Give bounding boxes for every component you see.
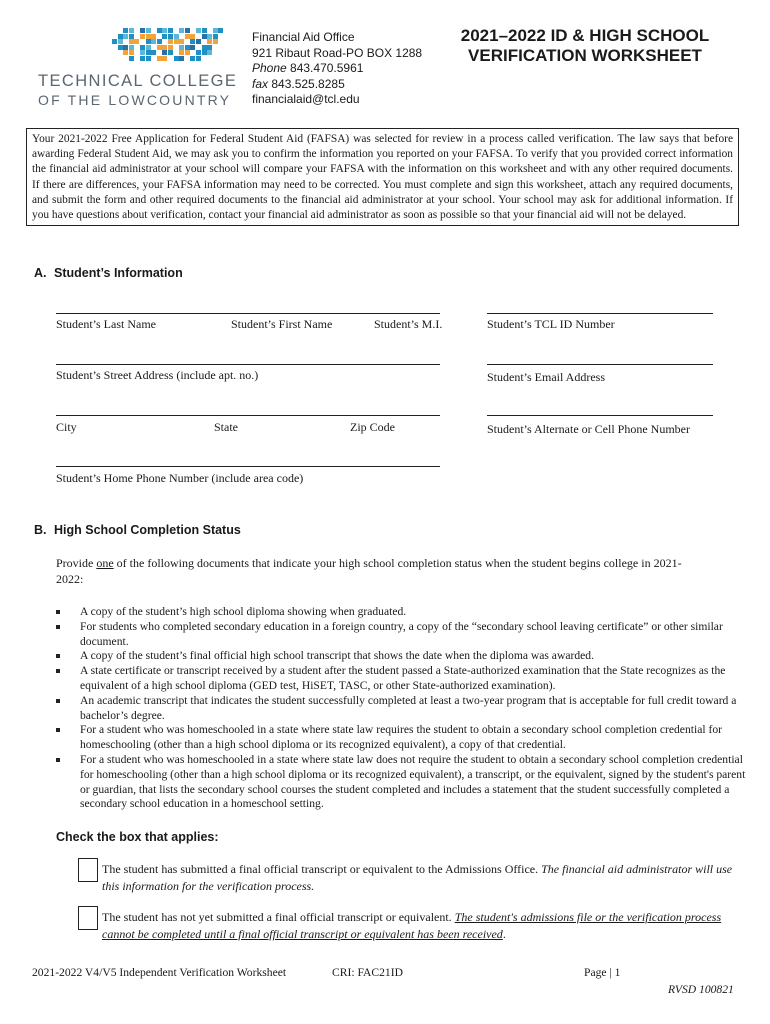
logo-mosaic-square [207,45,212,50]
logo-mosaic-square [190,34,195,39]
submitted-transcript-checkbox[interactable] [78,858,98,882]
office-address: 921 Ribaut Road-PO BOX 1288 [252,45,423,60]
logo-mosaic-square [185,28,190,33]
street-address-label: Student’s Street Address (include apt. no.) [56,368,259,382]
logo-mosaic-square [207,34,212,39]
last-name-label: Student’s Last Name [56,317,156,331]
logo-mosaic-square [123,34,128,39]
list-item-text: A copy of the student’s final official high school transcript that shows the date when the diploma was awarded. [80,649,594,663]
list-item-text: An academic transcript that indicates the student successfully completed at least a two-year program that is acceptable for full credit toward a bachelor’s degree. [80,693,737,722]
section-b-intro [56,555,706,587]
logo-mosaic-square [151,39,156,44]
list-item [56,694,746,724]
intro-post: of the following documents that indicate your high school completion status when the student begins college in 2021-2022: [56,556,682,586]
section-b-heading [34,523,241,537]
logo-mosaic-square [190,45,195,50]
logo-mosaic-square [185,50,190,55]
mi-label: Student’s M.I. [374,317,443,331]
city-label: City [56,420,77,434]
logo-mosaic-square [123,45,128,50]
footer-page-number: Page | 1 [584,966,621,979]
logo-mosaic-square [185,45,190,50]
logo-mosaic-square [134,39,139,44]
logo-mosaic-square [207,39,212,44]
not-submitted-transcript-text [102,909,742,943]
list-item [56,664,746,694]
logo-mosaic-square [174,39,179,44]
not-submitted-transcript-checkbox[interactable] [78,906,98,930]
logo-name-line2: OF THE LOWCOUNTRY [38,92,232,108]
logo-mosaic-square [129,39,134,44]
logo-mosaic-square [123,50,128,55]
name-field-line[interactable] [56,313,440,314]
logo-mosaic-square [213,34,218,39]
office-email: financialaid@tcl.edu [252,92,360,106]
section-a-heading [34,266,183,280]
logo-mosaic-square [162,45,167,50]
footer-cri: CRI: FAC21ID [332,966,403,979]
logo-mosaic-square [157,28,162,33]
logo-mosaic-square [196,28,201,33]
office-phone [252,61,422,77]
title-line2: VERIFICATION WORKSHEET [468,46,702,65]
phone-number: 843.470.5961 [286,61,364,75]
logo-mosaic-square [146,39,151,44]
logo-mosaic-square [129,45,134,50]
document-options-list [56,605,746,812]
home-phone-label: Student’s Home Phone Number (include area code) [56,471,304,485]
logo-mosaic-square [151,34,156,39]
fax-number: 843.525.8285 [268,76,345,91]
logo-mosaic-square [146,34,151,39]
state-label: State [214,420,238,434]
intro-pre: Provide [56,556,97,570]
logo-mosaic-square [179,39,184,44]
logo-mosaic-square [202,34,207,39]
logo-mosaic-square [129,56,134,61]
college-logo [38,24,238,114]
zip-label: Zip Code [350,420,395,434]
list-item-text: A state certificate or transcript received by a student after the student passed a State-authorized examination that the State recognizes as the equivalent of a high school diploma (GED test, HiSET, TASC, or other State-authorized examination). [80,664,726,692]
bullet-icon [56,669,60,673]
section-a-title: Student’s Information [54,266,183,280]
logo-mosaic-square [146,56,151,61]
list-item-text: A copy of the student’s high school diploma showing when graduated. [80,605,407,618]
intro-box: Your 2021-2022 Free Application for Federal Student Aid (FAFSA) was selected for review in a process called verification. The law says that before awarding Federal Student Aid, we may ask you to confirm the information you reported on your FAFSA. To verify that you provided correct information the financial aid administrator at your school will compare your FAFSA with the information on this worksheet and with any other required documents. If there are differences, your FAFSA information may need to be corrected. You must complete and sign this worksheet, attach any required documents, and submit the form and other required documents to the financial aid administrator at your school. Your school may ask for additional information. If you have questions about verification, contact your financial aid administrator as soon as possible so that your financial aid will not be delayed. [26,128,739,226]
logo-mosaic-square [207,50,212,55]
alt-phone-label: Student’s Alternate or Cell Phone Number [487,422,690,436]
logo-mosaic-square [168,50,173,55]
logo-mosaic-square [202,50,207,55]
submitted-transcript-text [102,861,742,895]
logo-mosaic-square [174,56,179,61]
footer-form-name: 2021-2022 V4/V5 Independent Verification Worksheet [32,966,287,979]
logo-mosaic-square [112,39,117,44]
logo-mosaic-square [140,56,145,61]
office-name: Financial Aid Office [252,30,355,44]
logo-mosaic-square [151,50,156,55]
logo-mosaic-square [162,28,167,33]
logo-mosaic-square [146,28,151,33]
logo-mosaic-square [185,34,190,39]
logo-mosaic-square [168,45,173,50]
logo-mosaic-square [179,45,184,50]
logo-mosaic-square [118,45,123,50]
tcl-id-field-line[interactable] [487,313,713,314]
home-phone-field-line[interactable] [56,466,440,467]
intro-underlined-one: one [96,556,114,570]
logo-mosaic-square [196,56,201,61]
city-state-zip-field-line[interactable] [56,415,440,416]
logo-name-line1: TECHNICAL COLLEGE [38,72,238,90]
option2-end: . [502,927,506,941]
logo-mosaic-square [168,39,173,44]
title-line1: 2021–2022 ID & HIGH SCHOOL [460,26,710,45]
first-name-label: Student’s First Name [231,317,333,331]
footer-revision: RVSD 100821 [668,983,734,996]
section-b-title: High School Completion Status [54,523,241,537]
street-field-line[interactable] [56,364,440,365]
logo-mosaic-square [162,56,167,61]
list-item [56,605,746,620]
email-label: Student’s Email Address [487,370,605,384]
list-item-text: For a student who was homeschooled in a state where state law requires the student to obtain a secondary school completion credential for homeschooling (other than a high school diploma or its recognized equivalent), a copy of that credential. [80,723,722,752]
logo-mosaic-square [190,39,195,44]
bullet-icon [56,654,60,658]
alt-phone-field-line[interactable] [487,415,713,416]
option2-italic-underlined: The student's admissions file or the verification process cannot be completed until a final official transcript or equivalent has been received [102,910,722,941]
logo-mosaic-square [174,34,179,39]
check-box-heading: Check the box that applies: [56,830,219,844]
option1-italic: The financial aid administrator will use this information for the verification process. [102,862,733,893]
option2-text: The student has not yet submitted a final official transcript or equivalent. [102,910,455,924]
email-field-line[interactable] [487,364,713,365]
logo-mosaic-square [202,28,207,33]
bullet-icon [56,699,60,703]
logo-mosaic-square [129,34,134,39]
list-item [56,620,746,650]
list-item [56,753,746,812]
logo-mosaic-square [123,28,128,33]
list-item [56,649,746,664]
bullet-icon [56,610,60,614]
logo-mosaic-square [168,28,173,33]
logo-mosaic-square [179,28,184,33]
logo-mosaic-square [157,56,162,61]
logo-mosaic-square [218,28,223,33]
logo-mosaic-square [140,50,145,55]
bullet-icon [56,625,60,629]
logo-mosaic-square [213,39,218,44]
logo-mosaic-square [146,45,151,50]
logo-mosaic-square [129,50,134,55]
logo-mosaic-square [157,39,162,44]
office-fax [252,77,422,93]
logo-mosaic-square [118,34,123,39]
logo-mosaic-square [140,34,145,39]
option1-text: The student has submitted a final official transcript or equivalent to the Admissions Office. [102,862,542,876]
logo-mosaic-square [118,39,123,44]
logo-mosaic-square [196,50,201,55]
tcl-id-label: Student’s TCL ID Number [487,317,615,331]
logo-mosaic-square [140,45,145,50]
logo-mosaic-square [202,45,207,50]
logo-mosaic-square [146,50,151,55]
list-item-text: For students who completed secondary education in a foreign country, a copy of the “secondary school leaving certificate” or other similar document. [80,619,723,648]
logo-grid-icon [112,28,222,62]
logo-mosaic-square [162,50,167,55]
list-item [56,723,746,753]
logo-mosaic-square [213,28,218,33]
logo-mosaic-square [179,56,184,61]
section-a-letter: A. [34,266,47,280]
bullet-icon [56,728,60,732]
logo-mosaic-square [168,34,173,39]
bullet-icon [56,758,60,762]
section-b-letter: B. [34,523,47,537]
phone-label: Phone [252,61,287,75]
logo-mosaic-square [190,56,195,61]
document-title [440,26,730,66]
logo-mosaic-square [140,28,145,33]
list-item-text: For a student who was homeschooled in a state where state law does not require the student to obtain a secondary school completion credential for homeschooling (other than a high school diploma or its recognized equivalent), a transcript, or the equivalent, signed by the student's parent or guardian, that lists the secondary school courses the student completed and includes a statement that the student successfully completed a secondary school education in a homeschool setting. [80,752,746,811]
logo-mosaic-square [162,34,167,39]
logo-mosaic-square [157,45,162,50]
office-contact-block [252,30,422,108]
logo-mosaic-square [179,50,184,55]
fax-label: fax [252,76,269,91]
logo-mosaic-square [196,39,201,44]
logo-mosaic-square [129,28,134,33]
